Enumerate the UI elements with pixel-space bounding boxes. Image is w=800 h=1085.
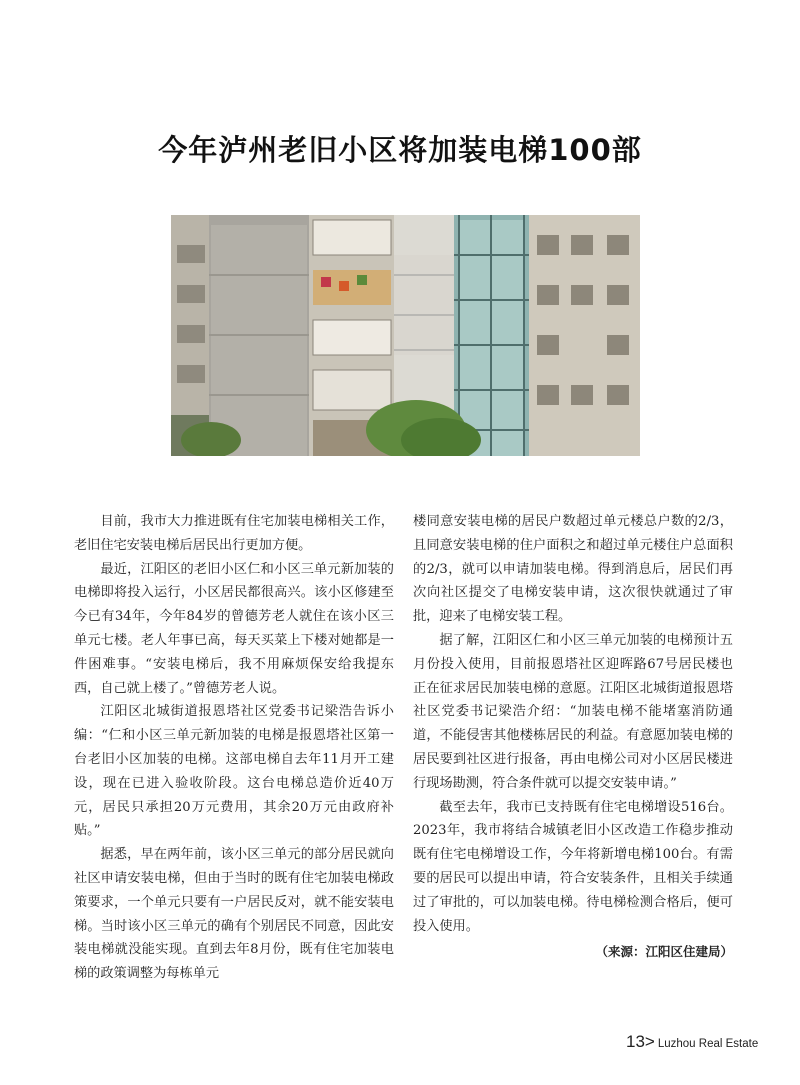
paragraph: 最近，江阳区的老旧小区仁和小区三单元新加装的电梯即将投入运行，小区居民都很高兴。该小区修建至今已有34年，今年84岁的曾德芳老人就住在该小区三单元七楼。老人年事已高，每天买菜上下楼对她都是一件困难事。“安装电梯后，我不用麻烦保安给我提东西，自己就上楼了。”曾德芳老人说。 <box>74 561 394 696</box>
paragraph: 江阳区北城街道报恩塔社区党委书记梁浩告诉小编：“仁和小区三单元新加装的电梯是报恩塔社区第一台老旧小区加装的电梯。这部电梯自去年11月开工建设，现在已进入验收阶段。这台电梯总造价近40万元，居民只承担20万元费用，其余20万元由政府补贴。” <box>74 704 394 839</box>
page-footer <box>626 1032 758 1052</box>
elevator-photo <box>171 215 640 456</box>
left-column <box>74 510 394 986</box>
source-credit: （来源：江阳区住建局） <box>595 944 733 960</box>
paragraph: 据了解，江阳区仁和小区三单元加装的电梯预计五月份投入使用，目前报恩塔社区迎晖路67号居民楼也正在征求居民加装电梯的意愿。江阳区北城街道报恩塔社区党委书记梁浩介绍：“加装电梯不能堵塞消防通道，不能侵害其他楼栋居民的利益。有意愿加装电梯的居民要到社区进行报备，再由电梯公司对小区居民楼进行现场勘测，符合条件就可以提交安装申请。” <box>413 632 733 791</box>
page-number: 13> <box>626 1032 655 1051</box>
right-column <box>413 510 733 964</box>
paragraph: 据悉，早在两年前，该小区三单元的部分居民就向社区申请安装电梯，但由于当时的既有住宅加装电梯政策要求，一个单元只要有一户居民反对，就不能安装电梯。当时该小区三单元的确有个别居民不同意，因此安装电梯就没能实现。直到去年8月份，既有住宅加装电梯的政策调整为每栋单元 <box>74 847 394 982</box>
paragraph: 目前，我市大力推进既有住宅加装电梯相关工作，老旧住宅安装电梯后居民出行更加方便。 <box>74 514 394 553</box>
magazine-name: Luzhou Real Estate <box>657 1038 759 1050</box>
paragraph: 截至去年，我市已支持既有住宅电梯增设516台。2023年，我市将结合城镇老旧小区改造工作稳步推动既有住宅电梯增设工作，今年将新增电梯100台。有需要的居民可以提出申请，符合安装条件，且相关手续通过了审批的，可以加装电梯。待电梯检测合格后，便可投入使用。 <box>413 799 733 934</box>
paragraph-continued: 楼同意安装电梯的居民户数超过单元楼总户数的2/3，且同意安装电梯的住户面积之和超过单元楼住户总面积的2/3，就可以申请加装电梯。得到消息后，居民们再次向社区提交了电梯安装申请，这次很快就通过了审批，迎来了电梯安装工程。 <box>413 514 733 625</box>
article-title: 今年泸州老旧小区将加装电梯100部 <box>158 133 642 167</box>
